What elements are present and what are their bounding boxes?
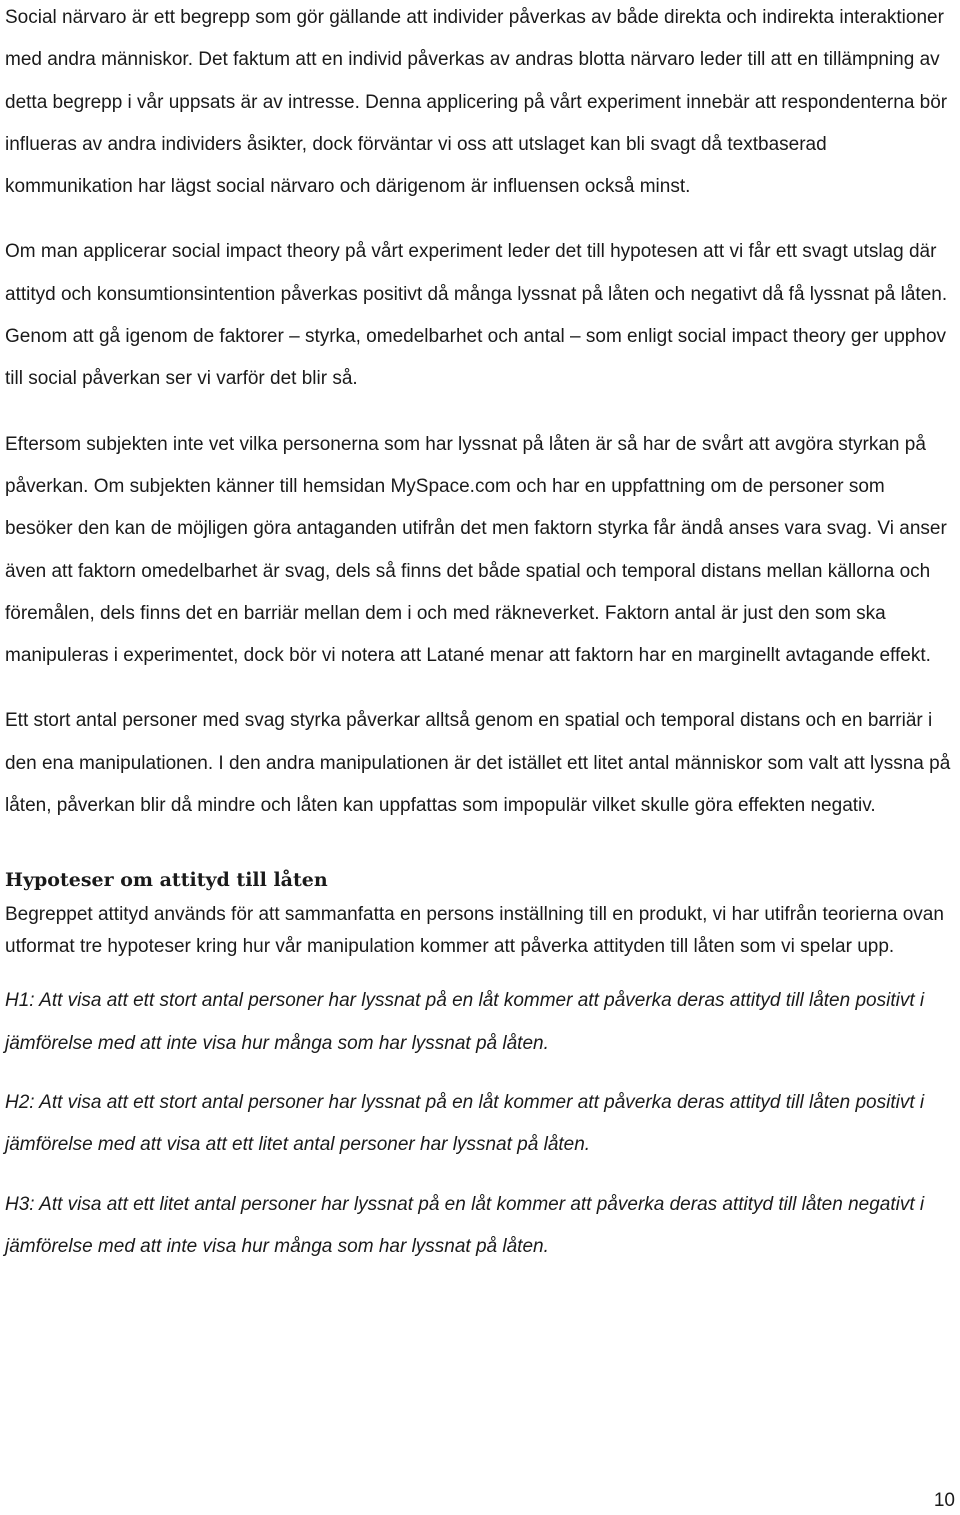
hypothesis-h2: H2: Att visa att ett stort antal personer har lyssnat på en låt kommer att påverka deras attityd till låten positivt i jämförelse med att visa att ett litet antal personer har lyssnat på låten.	[5, 1091, 925, 1156]
hypothesis-h1: H1: Att visa att ett stort antal personer har lyssnat på en låt kommer att påverka deras attityd till låten positivt i jämförelse med att inte visa hur många som har lyssnat på låten.	[5, 990, 925, 1054]
page-number: 10	[933, 1490, 955, 1511]
paragraph-social-presence: Social närvaro är ett begrepp som gör gällande att individer påverkas av både direkta och indirekta interaktioner med andra människor. Det faktum att en individ påverkas av andras blotta närvaro leder till att en tillämpning av detta begrepp i vår uppsats är av intresse. Denna applicering på vårt experiment innebär att respondenterna bör influeras av andra individers åsikter, dock förväntar vi oss att utslaget kan bli svagt då textbaserad kommunikation har lägst social närvaro och därigenom är influensen också minst.	[5, 7, 948, 198]
section-intro: Begreppet attityd används för att sammanfatta en persons inställning till en produkt, vi har utifrån teorierna ovan utformat tre hypoteser kring hur vår manipulation kommer att påverka attityden till låten som vi spelar upp.	[5, 904, 944, 958]
paragraph-manipulation-effects: Ett stort antal personer med svag styrka påverkar alltså genom en spatial och temporal distans och en barriär i den ena manipulationen. I den andra manipulationen är det istället ett litet antal människor som valt att lyssna på låten, påverkan blir då mindre och låten kan uppfattas som impopulär vilket skulle göra effekten negativ.	[5, 710, 951, 817]
paragraph-social-impact-theory: Om man applicerar social impact theory på vårt experiment leder det till hypotesen att vi får ett svagt utslag där attityd och konsumtionsintention påverkas positivt då många lyssnat på låten och negativt då få lyssnat på låten. Genom att gå igenom de faktorer – styrka, omedelbarhet och antal – som enligt social impact theory ger upphov till social påverkan ser vi varför det blir så.	[5, 241, 948, 390]
document-page	[5, 0, 957, 1268]
paragraph-impact-factors: Eftersom subjekten inte vet vilka personerna som har lyssnat på låten är så har de svårt att avgöra styrkan på påverkan. Om subjekten känner till hemsidan MySpace.com och har en uppfattning om de personer som besöker den kan de möjligen göra antaganden utifrån det men faktorn styrka får ändå anses vara svag. Vi anser även att faktorn omedelbarhet är svag, dels så finns det både spatial och temporal distans mellan källorna och föremålen, dels finns det en barriär mellan dem i och med räkneverket. Faktorn antal är just den som ska manipuleras i experimentet, dock bör vi notera att Latané menar att faktorn har en marginellt avtagande effekt.	[5, 433, 947, 667]
hypothesis-h3: H3: Att visa att ett litet antal personer har lyssnat på en låt kommer att påverka deras attityd till låten negativt i jämförelse med att inte visa hur många som har lyssnat på låten.	[5, 1193, 925, 1257]
section-heading: Hypoteser om attityd till låten	[5, 869, 328, 892]
